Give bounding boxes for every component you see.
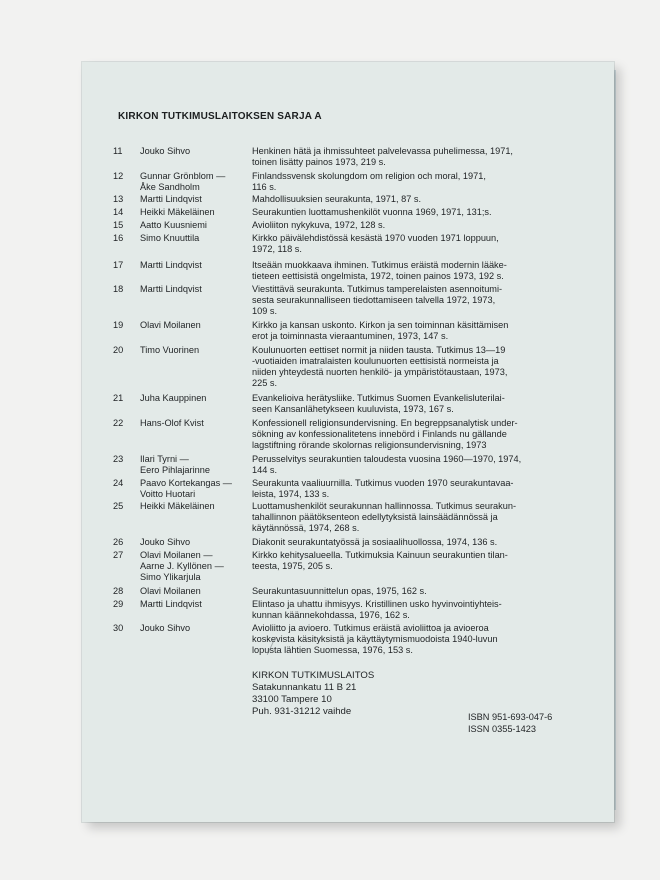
entry-description: Seurakuntasuunnittelun opas, 1975, 162 s. <box>252 586 427 596</box>
entry-description: Koulunuorten eettiset normit ja niiden tausta. Tutkimus 13—19 -vuotiaiden imatralaisten koulunuorten eettisistä normeista ja niiden yhteydestä nuorten henkilö- ja ympäristötaustaan, 1973, 225 s. <box>252 345 508 388</box>
series-title: KIRKON TUTKIMUSLAITOKSEN SARJA A <box>118 111 322 122</box>
entry-description: Elintaso ja uhattu ihmisyys. Kristillinen usko hyvinvointiyhteis- kunnan käännekohdassa, 1976, 162 s. <box>252 599 502 620</box>
entry-description: Konfessionell religionsundervisning. En begreppsanalytisk under- sökning av konfessionalitetens innebörd i Finlands nu gällande lagstiftning rörande skolornas religionsundervisning, 1973 <box>252 418 518 450</box>
entry-description: Avioliitto ja avioero. Tutkimus eräistä avioliittoa ja avioeroa koskevista käsityksistä ja käyttäytymismuodoista 1940-luvun lopusta lähtien Suomessa, 1976, 153 s. <box>252 623 498 655</box>
entry-number: 11 <box>113 146 123 156</box>
entry-description: Kirkko päivälehdistössä kesästä 1970 vuoden 1971 loppuun, 1972, 118 s. <box>252 233 499 254</box>
issn-number: ISSN 0355-1423 <box>468 723 536 734</box>
entry-description: Itseään muokkaava ihminen. Tutkimus eräistä modernin lääke- tieteen eettisistä ongelmista, 1972, toinen painos 1973, 192 s. <box>252 260 507 281</box>
entry-authors: Martti Lindqvist <box>140 194 202 204</box>
entry-authors: Olavi Moilanen — Aarne J. Kyllönen — Simo Ylikarjula <box>140 550 224 582</box>
entry-number: 16 <box>113 233 124 243</box>
entry-authors: Simo Knuuttila <box>140 233 200 243</box>
entry-authors: Gunnar Grönblom — Åke Sandholm <box>140 171 226 192</box>
entry-number: 24 <box>113 478 124 488</box>
entry-authors: Timo Vuorinen <box>140 345 200 355</box>
entry-number: 29 <box>113 599 124 609</box>
entry-description: Evankelioiva herätysliike. Tutkimus Suomen Evankelisluterilai- seen Kansanlähetykseen kuuluvista, 1973, 167 s. <box>252 393 505 414</box>
entry-description: Perusselvitys seurakuntien taloudesta vuosina 1960—1970, 1974, 144 s. <box>252 454 522 475</box>
entry-authors: Martti Lindqvist <box>140 599 202 609</box>
entry-number: 15 <box>113 220 124 230</box>
entry-number: 22 <box>113 418 124 428</box>
entry-description: Henkinen hätä ja ihmissuhteet palvelevassa puhelimessa, 1971, toinen lisätty painos 1973, 219 s. <box>252 146 513 167</box>
entry-authors: Juha Kauppinen <box>140 393 207 403</box>
entry-description: Diakonit seurakuntatyössä ja sosiaalihuollossa, 1974, 136 s. <box>252 537 498 547</box>
entry-number: 21 <box>113 393 124 403</box>
entry-number: 28 <box>113 586 124 596</box>
entry-authors: Heikki Mäkeläinen <box>140 501 215 511</box>
entry-number: 27 <box>113 550 124 560</box>
entry-authors: Jouko Sihvo <box>140 146 191 156</box>
entry-description: Viestittävä seurakunta. Tutkimus tamperelaisten asennoitumi- sesta seurakunnalliseen tiedottamiseen talvella 1972, 1973, 109 s. <box>252 284 503 316</box>
entry-number: 12 <box>113 171 124 181</box>
entry-authors: Ilari Tyrni — Eero Pihlajarinne <box>140 454 210 475</box>
entry-authors: Martti Lindqvist <box>140 260 202 270</box>
entry-description: Avioliiton nykykuva, 1972, 128 s. <box>252 220 386 230</box>
entry-description: Mahdollisuuksien seurakunta, 1971, 87 s. <box>252 194 422 204</box>
isbn-number: ISBN 951-693-047-6 <box>468 712 553 722</box>
entry-authors: Aatto Kuusniemi <box>140 220 207 230</box>
entry-description: Luottamushenkilöt seurakunnan hallinnossa. Tutkimus seurakun- tahallinnon päätöksenteon edellytyksistä lainsäädännössä ja käytännössä, 1974, 268 s. <box>252 501 517 533</box>
entry-authors: Hans-Olof Kvist <box>140 418 204 428</box>
entry-number: 20 <box>113 345 124 355</box>
entry-number: 18 <box>113 284 124 294</box>
entry-description: Kirkko kehitysalueella. Tutkimuksia Kainuun seurakuntien tilan- teesta, 1975, 205 s. <box>252 550 508 571</box>
entry-authors: Jouko Sihvo <box>140 623 191 633</box>
entry-authors: Olavi Moilanen <box>140 320 201 330</box>
entry-authors: Jouko Sihvo <box>140 537 191 547</box>
entry-authors: Martti Lindqvist <box>140 284 202 294</box>
entry-description: Kirkko ja kansan uskonto. Kirkon ja sen toiminnan käsittämisen erot ja toiminnasta vieraantuminen, 1973, 147 s. <box>252 320 509 341</box>
entry-authors: Paavo Kortekangas — Voitto Huotari <box>140 478 232 499</box>
entry-number: 14 <box>113 207 124 217</box>
isbn-issn-block <box>468 712 552 735</box>
entry-number: 26 <box>113 537 124 547</box>
entry-number: 30 <box>113 623 124 633</box>
entry-description: Seurakunta vaaliuurnilla. Tutkimus vuoden 1970 seurakuntavaa- leista, 1974, 133 s. <box>252 478 514 499</box>
publisher-address: KIRKON TUTKIMUSLAITOS Satakunnankatu 11 B 21 33100 Tampere 10 Puh. 931-31212 vaihde <box>252 670 375 717</box>
entry-authors: Heikki Mäkeläinen <box>140 207 215 217</box>
entry-description: Finlandssvensk skolungdom om religion och moral, 1971, 116 s. <box>252 171 486 192</box>
entry-number: 13 <box>113 194 124 204</box>
entry-number: 23 <box>113 454 124 464</box>
entry-description: Seurakuntien luottamushenkilöt vuonna 1969, 1971, 131;s. <box>252 207 492 217</box>
entry-number: 17 <box>113 260 124 270</box>
entry-authors: Olavi Moilanen <box>140 586 201 596</box>
entry-number: 19 <box>113 320 124 330</box>
entry-number: 25 <box>113 501 124 511</box>
